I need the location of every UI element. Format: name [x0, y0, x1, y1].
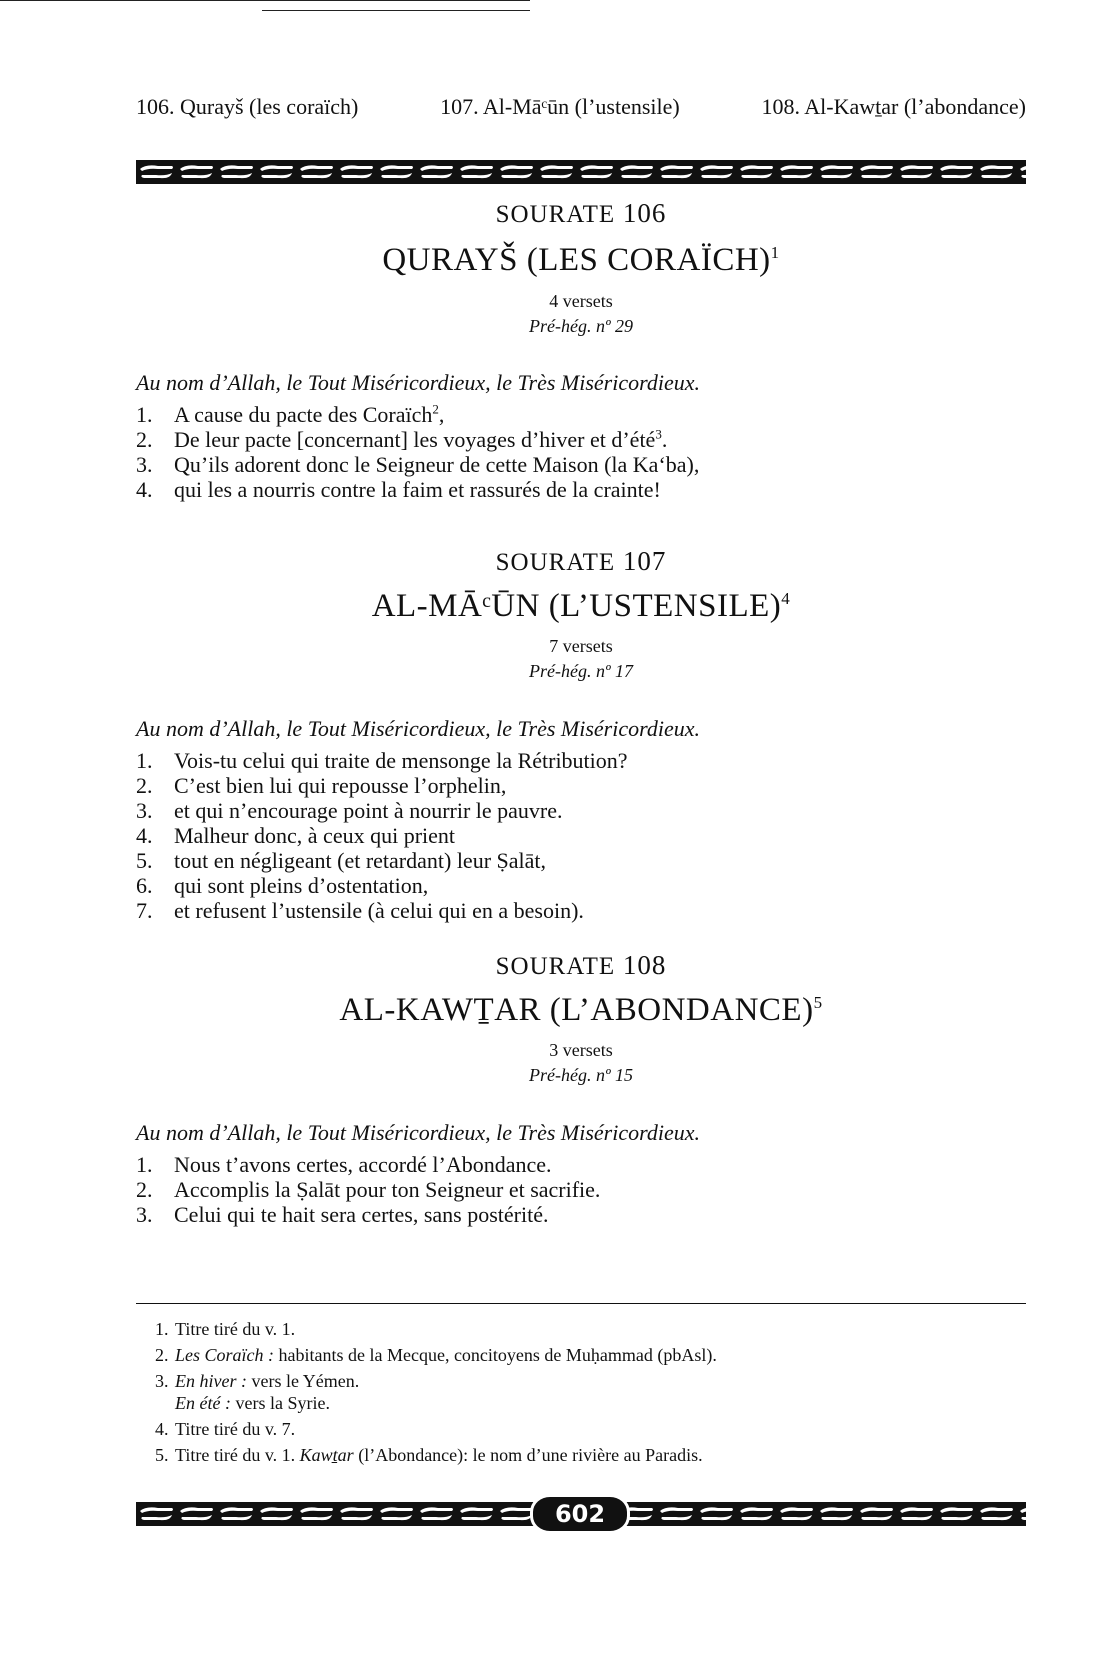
- footnote-1: 1. Titre tiré du v. 1.: [155, 1319, 296, 1339]
- sourate-108-basmala: Au nom d’Allah, le Tout Miséricordieux, le Très Miséricordieux.: [136, 1120, 700, 1145]
- footnotes: [155, 1318, 1025, 1470]
- sourate-107-versets: 7 versets: [549, 636, 613, 656]
- verse: 3. et qui n’encourage point à nourrir le pauvre.: [136, 798, 563, 823]
- sourate-number: 108: [622, 950, 667, 980]
- sourate-107-label: [136, 546, 1026, 577]
- running-head-right: 108. Al-Kawṯar (l’abondance): [761, 94, 1026, 119]
- sourate-107-period: Pré-hég. nº 17: [528, 661, 634, 681]
- footnote-rule: [136, 1303, 1026, 1304]
- footnote-ref: 1: [770, 243, 780, 262]
- sourate-title-text: QURAYŠ (LES CORAÏCH): [382, 242, 771, 278]
- verse: 1. Nous t’avons certes, accordé l’Abondance.: [136, 1152, 552, 1177]
- sourate-word: SOURATE: [495, 549, 616, 576]
- footnote-ref: 2: [432, 401, 439, 417]
- footnote-ref: 3: [655, 426, 662, 442]
- footnote-2: 2. Les Coraïch : habitants de la Mecque, concitoyens de Muḥammad (pbAsl).: [155, 1345, 717, 1365]
- verse: 3. Celui qui te hait sera certes, sans postérité.: [136, 1202, 549, 1227]
- verse: 2. De leur pacte [concernant] les voyages d’hiver et d’été$^3$.: [136, 426, 668, 452]
- footnote-4: 4. Titre tiré du v. 7.: [155, 1419, 296, 1439]
- top-rule: [0, 0, 530, 1]
- sourate-107-verses: [136, 748, 1016, 923]
- sourate-106-versets: 4 versets: [549, 291, 613, 311]
- running-head: [136, 94, 1026, 120]
- sourate-number: 106: [622, 198, 667, 228]
- footnote-3: 3. En hiver : vers le Yémen. En été : vers la Syrie.: [155, 1371, 360, 1413]
- footnote-ref: 5: [813, 993, 823, 1012]
- verse: 2. C’est bien lui qui repousse l’orphelin,: [136, 773, 507, 798]
- sourate-108-versets: 3 versets: [549, 1040, 613, 1060]
- sourate-word: SOURATE: [495, 201, 616, 228]
- sourate-108-title: [136, 992, 1026, 1029]
- verse: 4. Malheur donc, à ceux qui prient: [136, 823, 456, 848]
- sourate-106-period: Pré-hég. nº 29: [528, 316, 634, 336]
- footnote-5: 5. Titre tiré du v. 1. Kawṯar (l’Abondance): le nom d’une rivière au Paradis.: [155, 1445, 703, 1465]
- verse: 2. Accomplis la Ṣalāt pour ton Seigneur et sacrifie.: [136, 1177, 601, 1202]
- running-head-left: 106. Qurayš (les coraïch): [136, 94, 359, 119]
- sourate-106-basmala: Au nom d’Allah, le Tout Miséricordieux, le Très Miséricordieux.: [136, 370, 700, 395]
- sourate-number: 107: [622, 546, 667, 576]
- sourate-106-verses: [136, 402, 1016, 502]
- verse: 5. tout en négligeant (et retardant) leur Ṣalāt,: [136, 848, 547, 873]
- ornamental-band-top: [136, 160, 1026, 184]
- sourate-title-text: AL-KAWṮAR (L’ABONDANCE): [339, 992, 814, 1028]
- footnote-ref: 4: [781, 589, 791, 608]
- running-head-middle: 107. Al-Māᶜūn (l’ustensile): [440, 94, 680, 119]
- sourate-word: SOURATE: [495, 953, 616, 980]
- sourate-108-period: Pré-hég. nº 15: [528, 1065, 634, 1085]
- verse: 1. Vois-tu celui qui traite de mensonge la Rétribution?: [136, 748, 628, 773]
- sourate-107-title: [136, 588, 1026, 625]
- ornament-pattern: [136, 160, 1026, 184]
- verse: 4. qui les a nourris contre la faim et rassurés de la crainte!: [136, 477, 661, 502]
- sourate-108-verses: [136, 1152, 1016, 1227]
- top-rule-short: [262, 10, 530, 11]
- page-number: 602: [530, 1494, 630, 1534]
- sourate-107-basmala: Au nom d’Allah, le Tout Miséricordieux, le Très Miséricordieux.: [136, 716, 700, 741]
- sourate-106-title: [136, 242, 1026, 279]
- verse: 6. qui sont pleins d’ostentation,: [136, 873, 429, 898]
- sourate-title-text: AL-MĀᶜŪN (L’USTENSILE): [371, 588, 782, 624]
- sourate-106-label: [136, 198, 1026, 229]
- verse: 3. Qu’ils adorent donc le Seigneur de cette Maison (la Ka‘ba),: [136, 452, 700, 477]
- verse: 1. A cause du pacte des Coraïch$^2$,: [136, 401, 445, 427]
- verse: 7. et refusent l’ustensile (à celui qui en a besoin).: [136, 898, 584, 923]
- sourate-108-label: [136, 950, 1026, 981]
